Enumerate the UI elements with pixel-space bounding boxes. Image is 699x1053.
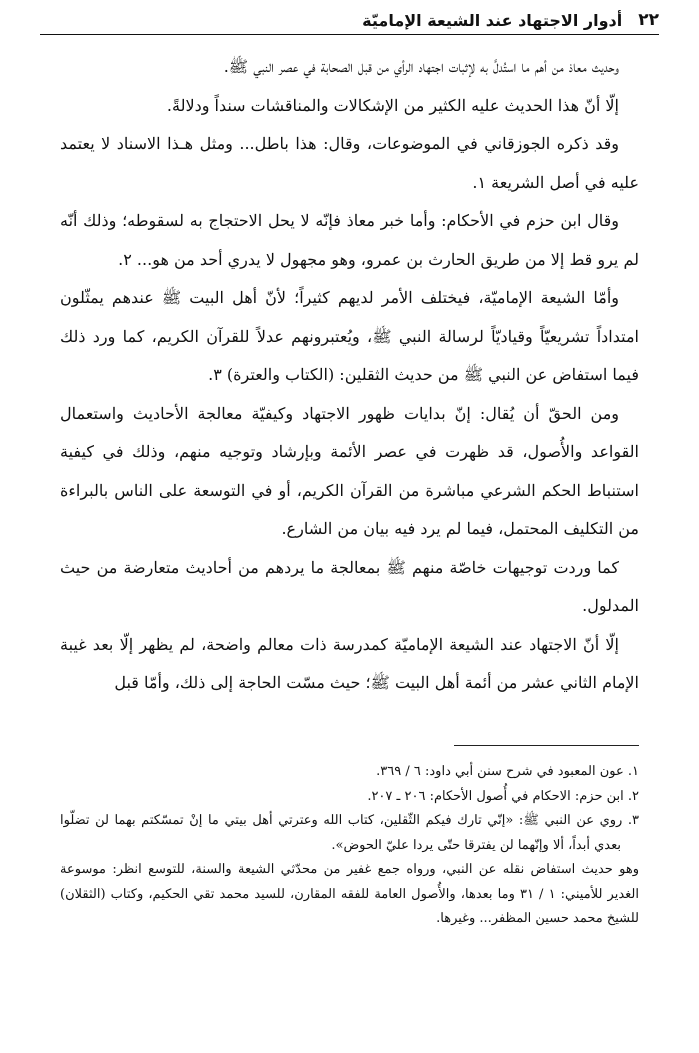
page-number: ٢٢ <box>638 10 659 30</box>
paragraph: وأمّا الشيعة الإماميّة، فيختلف الأمر لديهم كثيراً؛ لأنّ أهل البيت ﷺ عندهم يمثّلون امتداداً تشريعيّاً وقياديّاً لرسالة النبي ﷺ، ويُعتبرونهم عدلاً للقرآن الكريم، كما ورد ذلك فيما استفاض عن النبي ﷺ من حديث الثقلين: (الكتاب والعترة) ٣. <box>60 288 639 384</box>
paragraph: إلّا أنّ هذا الحديث عليه الكثير من الإشكالات والمناقشات سنداً ودلالةً. <box>166 95 619 115</box>
footnote: ٣. روي عن النبي ﷺ: «إنّي تارك فيكم الثّقلين، كتاب الله وعترتي أهل بيتي ما إنْ تمسّكتم بهما لن تضلّوا بعدي أبداً، ألا وإنّهما لن يفترقا حتّى يردا عليّ الحوض». <box>60 813 639 853</box>
page-header <box>40 6 659 35</box>
footnotes <box>60 760 639 932</box>
footnote: ١. عون المعبود في شرح سنن أبي داود: ٦ / ٣٦٩. <box>376 764 639 779</box>
main-text <box>60 48 639 703</box>
paragraph: وقال ابن حزم في الأحكام: وأما خبر معاذ فإنّه لا يحل الاحتجاج به لسقوطه؛ وذلك أنّه لم يرو قط إلا من طريق الحارث بن عمرو، وهو مجهول لا يدري أحد من هو... ٢. <box>60 211 639 269</box>
paragraph: كما وردت توجيهات خاصّة منهم ﷺ بمعالجة ما يردهم من أحاديث متعارضة من حيث المدلول. <box>60 557 639 615</box>
footnote-continuation: وهو حديث استفاض نقله عن النبي، ورواه جمع غفير من محدّثي الشيعة والسنة، للتوسع انظر: موسوعة الغدير للأميني: ١ / ٣١ وما بعدها، والأُصول العامة للفقه المقارن، للسيد محمد تقي الحكيم، وكتاب (الثقلان) للشيخ محمد حسين المظفر... وغيرها. <box>60 862 639 926</box>
paragraph: إلّا أنّ الاجتهاد عند الشيعة الإماميّة كمدرسة ذات معالم واضحة، لم يظهر إلّا بعد غيبة الإمام الثاني عشر من أئمة أهل البيت ﷺ؛ حيث مسّت الحاجة إلى ذلك، وأمّا قبل <box>60 634 639 692</box>
running-title: أدوار الاجتهاد عند الشيعة الإماميّة <box>362 10 623 30</box>
footnote-separator <box>454 745 639 746</box>
paragraph: ومن الحقّ أن يُقال: إنّ بدايات ظهور الاجتهاد وكيفيّة معالجة الأحاديث واستعمال القواعد والأُصول، قد ظهرت في عصر الأئمة وبإرشاد وتوجيه منهم، وذلك في كيفية استنباط الحكم الشرعي مباشرة من القرآن الكريم، أو في التوسعة على الناس بالبراءة من التكليف المحتمل، فيما لم يرد فيه بيان من الشارع. <box>60 403 639 538</box>
paragraph: وحديث معاذ من أهم ما استُدلَّ به لإثبات اجتهاد الرأي من قبل الصحابة في عصر النبي ﷺ. <box>223 57 619 76</box>
footnote: ٢. ابن حزم: الاحكام في أُصول الأحكام: ٢٠٦ ـ ٢٠٧. <box>367 788 639 804</box>
paragraph: وقد ذكره الجوزقاني في الموضوعات، وقال: هذا باطل... ومثل هـذا الاسناد لا يعتمد عليه في أصل الشريعة ١. <box>60 134 639 192</box>
